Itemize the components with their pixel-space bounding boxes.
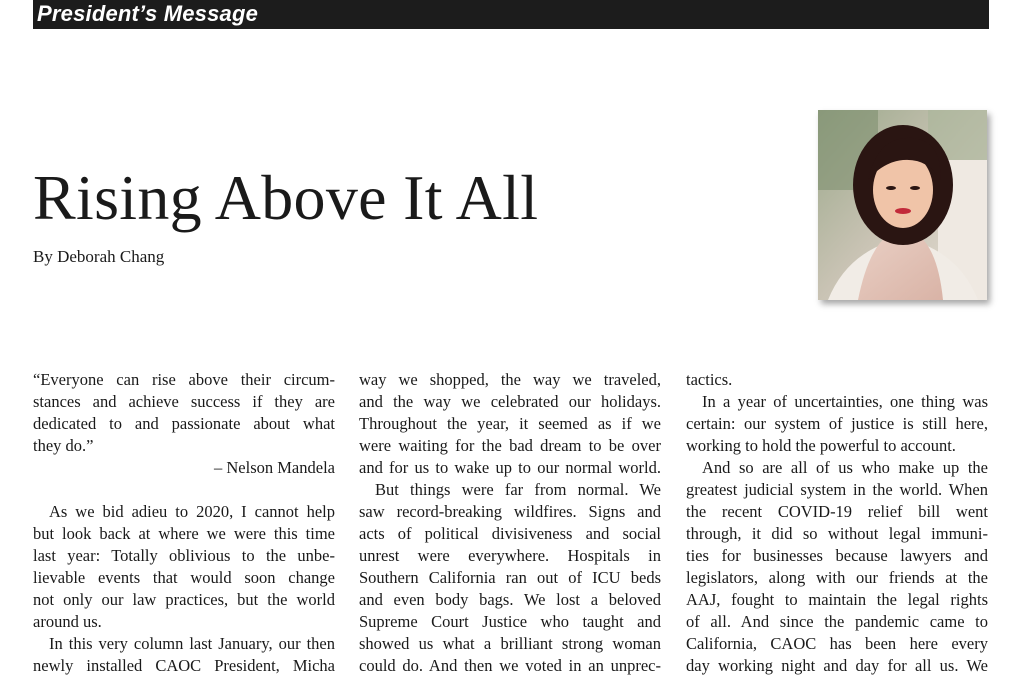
text-line: legislators, along with our friends at the — [686, 568, 988, 587]
text-line: AAJ, fought to maintain the legal rights — [686, 590, 988, 609]
text-line: greatest judicial system in the world. When — [686, 480, 988, 499]
section-title: President’s Message — [37, 1, 259, 26]
article-column-3 — [686, 369, 988, 677]
article-byline: By Deborah Chang — [33, 247, 165, 266]
text-line: And so are all of us who make up the — [702, 458, 988, 477]
article-column-2 — [359, 369, 661, 677]
quote-attribution: – Nelson Mandela — [214, 458, 335, 477]
text-line: California, CAOC has been here every — [686, 634, 988, 653]
text-line: they do.” — [33, 436, 94, 455]
text-line: of all. And since the pandemic came to — [686, 612, 988, 631]
text-line: but look back at where we were this time — [33, 524, 335, 543]
text-line: In this very column last January, our then — [49, 634, 335, 653]
text-line: newly installed CAOC President, Micha — [33, 656, 335, 675]
text-line: Throughout the year, it seemed as if we — [359, 414, 661, 433]
text-line: ties for businesses because lawyers and — [686, 546, 988, 565]
text-line: and the way we celebrated our holidays. — [359, 392, 661, 411]
text-line: way we shopped, the way we traveled, — [359, 370, 661, 389]
text-line: Southern California ran out of ICU beds — [359, 568, 661, 587]
text-line: and even body bags. We lost a beloved — [359, 590, 661, 609]
section-header-bar — [33, 0, 989, 29]
article-column-1 — [33, 369, 335, 677]
text-line: and for us to wake up to our normal world. — [359, 458, 661, 477]
text-line: certain: our system of justice is still here, — [686, 414, 988, 433]
text-line: Supreme Court Justice who taught and — [359, 612, 661, 631]
text-line: lievable events that would soon change — [33, 568, 335, 587]
text-line: dedicated to and passionate about what — [33, 414, 335, 433]
text-line: last year: Totally oblivious to the unbe- — [33, 546, 335, 565]
text-line: not only our law practices, but the world — [33, 590, 335, 609]
text-line: But things were far from normal. We — [375, 480, 661, 499]
article-headline: Rising Above It All — [33, 162, 539, 233]
text-line: tactics. — [686, 370, 733, 389]
text-line: As we bid adieu to 2020, I cannot help — [49, 502, 335, 521]
text-line: “Everyone can rise above their circum- — [33, 370, 335, 389]
text-line: through, it did so without legal immuni- — [686, 524, 988, 543]
text-line: stances and achieve success if they are — [33, 392, 335, 411]
text-line: acts of political divisiveness and social — [359, 524, 661, 543]
text-line: were waiting for the bad dream to be over — [359, 436, 661, 455]
text-line: working to hold the powerful to account. — [686, 436, 956, 455]
text-line: In a year of uncertainties, one thing was — [702, 392, 988, 411]
text-line: the recent COVID-19 relief bill went — [686, 502, 988, 521]
text-line: day working night and day for all us. We — [686, 656, 988, 675]
author-portrait-photo — [818, 110, 987, 300]
text-line: around us. — [33, 612, 102, 631]
text-line: showed us what a brilliant strong woman — [359, 634, 661, 653]
text-line: saw record-breaking wildfires. Signs and — [359, 502, 661, 521]
text-line: could do. And then we voted in an unprec- — [359, 656, 661, 675]
text-line: unrest were everywhere. Hospitals in — [359, 546, 661, 565]
